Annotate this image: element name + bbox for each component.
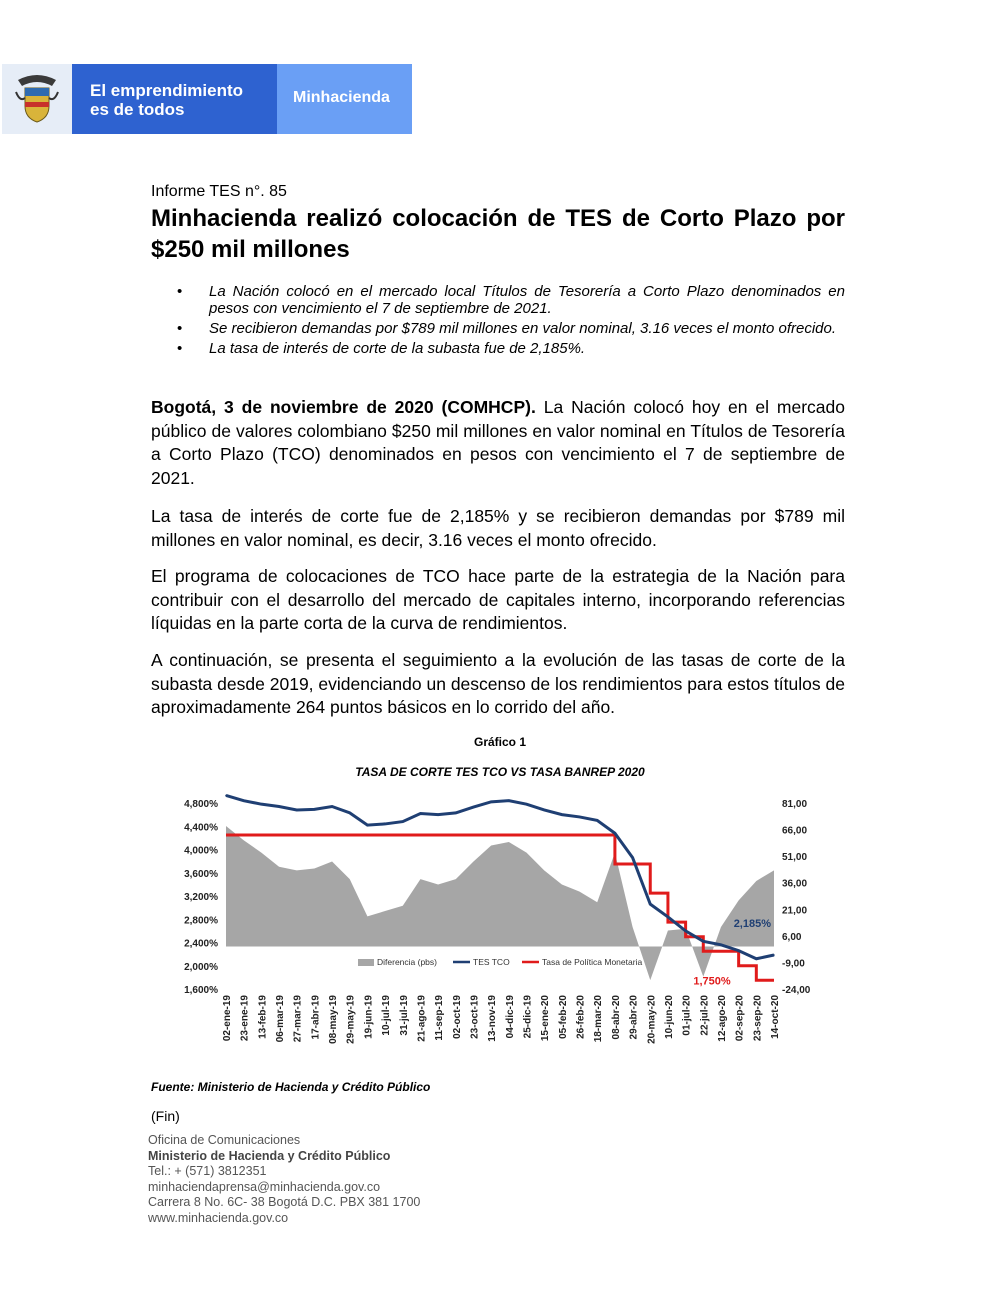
tagline (90, 81, 243, 119)
tes-tco-point (738, 950, 740, 952)
footer-contact (148, 1133, 420, 1226)
x-axis-tick: 17-abr-19 (310, 995, 322, 1040)
right-axis-tick: -9,00 (782, 958, 805, 970)
tes-tco-point (331, 806, 333, 808)
x-axis-tick: 21-ago-19 (416, 995, 428, 1042)
left-axis-tick: 4,000% (184, 845, 218, 857)
tes-tco-point (614, 832, 616, 834)
left-axis-tick: 3,600% (184, 868, 218, 880)
x-axis-tick: 20-may-20 (646, 995, 658, 1044)
right-axis-tick: 66,00 (782, 825, 808, 837)
policy-rate-annotation: 1,750% (693, 975, 731, 988)
left-axis-tick: 2,000% (184, 961, 218, 973)
tes-tco-point (278, 806, 280, 808)
dateline: Bogotá, 3 de noviembre de 2020 (COMHCP). (151, 397, 536, 417)
tes-tco-point (455, 812, 457, 814)
figure-source: Fuente: Ministerio de Hacienda y Crédito Público (151, 1080, 431, 1094)
tes-tco-point (420, 813, 422, 815)
tes-tco-point (261, 803, 263, 805)
x-axis-tick: 02-ene-19 (222, 995, 233, 1042)
tes-tco-point (720, 944, 722, 946)
tes-tco-point (685, 930, 687, 932)
tes-tco-point (367, 824, 369, 826)
x-axis-tick: 10-jun-20 (663, 995, 675, 1039)
x-axis-tick: 23-sep-20 (752, 995, 764, 1042)
summary-bullets (151, 283, 845, 360)
footer-phone: Tel.: + (571) 3812351 (148, 1164, 267, 1178)
left-axis-tick: 1,600% (184, 985, 218, 996)
right-axis-tick: 51,00 (782, 852, 808, 864)
tes-tco-point (349, 812, 351, 814)
x-axis-tick: 13-nov-19 (487, 995, 499, 1042)
x-axis-tick: 10-jul-19 (381, 995, 393, 1036)
tes-tco-point (561, 814, 563, 816)
legend-swatch-difference (358, 959, 374, 966)
x-axis-tick: 18-mar-20 (593, 995, 605, 1043)
paragraph-2: La tasa de interés de corte fue de 2,185% y se recibieron demandas por $789 mil millones en valor nominal, es decir, 3.16 veces el monto ofrecido. (151, 506, 845, 550)
x-axis-tick: 15-ene-20 (540, 995, 552, 1042)
footer-web: www.minhacienda.gov.co (148, 1210, 289, 1225)
tes-tco-point (632, 857, 634, 859)
x-axis-tick: 29-abr-20 (628, 995, 640, 1040)
x-axis-tick: 19-jun-19 (363, 995, 375, 1039)
left-axis-tick: 4,800% (184, 799, 218, 810)
legend-label-difference: Diferencia (pbs) (377, 957, 437, 967)
tagline-panel (72, 64, 277, 134)
x-axis-tick: 11-sep-19 (434, 995, 446, 1041)
brand-panel (277, 64, 412, 134)
right-axis-tick: 36,00 (782, 878, 808, 890)
rate-chart (150, 785, 830, 1060)
tes-tco-point (402, 821, 404, 823)
closing-mark: (Fin) (151, 1108, 180, 1124)
tes-tco-point (243, 800, 245, 802)
tes-tco-point (649, 903, 651, 905)
x-axis-tick: 02-sep-20 (734, 995, 746, 1042)
x-axis-tick: 25-dic-19 (522, 995, 534, 1039)
left-axis-tick: 4,400% (184, 822, 218, 834)
x-axis-tick: 08-abr-20 (610, 995, 622, 1040)
tagline-line-2: es de todos (90, 100, 185, 119)
tes-tco-point (437, 814, 439, 816)
tes-tco-point (756, 958, 758, 960)
footer-address: Carrera 8 No. 6C- 38 Bogotá D.C. PBX 381 1700 (148, 1195, 421, 1209)
x-axis-tick: 02-oct-19 (451, 995, 463, 1039)
tes-tco-point (473, 806, 475, 808)
x-axis-tick: 04-dic-19 (504, 995, 516, 1039)
bullet-item: • La Nación colocó en el mercado local Títulos de Tesorería a Corto Plazo denominados en pesos con vencimiento el 7 de septiembre de 2021. (151, 283, 845, 317)
crest-panel (2, 64, 72, 134)
paragraph-1-text: La Nación colocó hoy en el mercado público de valores colombiano $250 mil millones en valor nominal en Títulos de Tesorería a Corto Plazo (TCO) denominados en pesos con vencimiento el 7 de septiembre de 2021. (151, 397, 845, 488)
headline: Minhacienda realizó colocación de TES de Corto Plazo por $250 mil millones (151, 205, 845, 263)
x-axis-tick: 13-feb-19 (257, 995, 269, 1039)
report-number: Informe TES n°. 85 (151, 183, 287, 200)
x-axis-tick: 06-mar-19 (275, 995, 287, 1043)
tes-tco-annotation: 2,185% (733, 917, 771, 930)
tes-tco-point (314, 809, 316, 811)
coat-of-arms-icon (14, 72, 60, 126)
x-axis-tick: 01-jul-20 (681, 995, 693, 1036)
tagline-line-1: El emprendimiento (90, 81, 244, 100)
tes-tco-point (667, 916, 669, 918)
footer-ministry: Ministerio de Hacienda y Crédito Público (148, 1148, 391, 1163)
tes-tco-point (596, 820, 598, 822)
left-axis-tick: 2,400% (184, 938, 218, 950)
x-axis-tick: 22-jul-20 (699, 995, 711, 1036)
x-axis-tick: 14-oct-20 (770, 995, 781, 1039)
x-axis-tick: 08-may-19 (328, 995, 340, 1044)
paragraph-4: A continuación, se presenta el seguimiento a la evolución de las tasas de corte de la subasta desde 2019, evidenciando un descenso de los rendimientos para estos títulos de aproximadamente 264 puntos básicos en lo corrido del año. (151, 650, 845, 717)
tes-tco-point (773, 954, 775, 956)
legend-label-policy: Tasa de Política Monetaria (542, 957, 643, 967)
legend-label-tes: TES TCO (473, 957, 510, 967)
x-axis-tick: 23-oct-19 (469, 995, 481, 1039)
right-axis-tick: 6,00 (782, 931, 802, 943)
footer-email: minhaciendaprensa@minhacienda.gov.co (148, 1179, 381, 1194)
x-axis-tick: 23-ene-19 (239, 995, 251, 1042)
bullet-item: • Se recibieron demandas por $789 mil millones en valor nominal, 3.16 veces el monto ofrecido. (151, 320, 845, 337)
x-axis-tick: 27-mar-19 (292, 995, 304, 1043)
x-axis-tick: 05-feb-20 (557, 995, 569, 1039)
x-axis-tick: 12-ago-20 (716, 995, 728, 1042)
tes-tco-point (702, 941, 704, 943)
left-axis-tick: 2,800% (184, 915, 218, 927)
tes-tco-point (526, 803, 528, 805)
left-axis-tick: 3,200% (184, 892, 218, 903)
tes-tco-point (490, 801, 492, 803)
tes-tco-point (543, 809, 545, 811)
figure-title: TASA DE CORTE TES TCO VS TASA BANREP 2020 (355, 765, 645, 779)
right-axis-tick: 21,00 (782, 905, 808, 917)
figure-number: Gráfico 1 (473, 735, 527, 749)
tes-tco-point (225, 795, 227, 797)
paragraph-1 (151, 396, 845, 490)
tes-tco-point (296, 809, 298, 811)
tes-tco-point (579, 816, 581, 818)
x-axis-tick: 31-jul-19 (398, 995, 410, 1036)
bullet-item: • La tasa de interés de corte de la subasta fue de 2,185%. (151, 340, 845, 357)
paragraph-3: El programa de colocaciones de TCO hace parte de la estrategia de la Nación para contribuir con el desarrollo del mercado de capitales interno, incorporando referencias líquidas en la parte corta de la curva de rendimientos. (151, 566, 845, 633)
header-banner (2, 64, 412, 134)
footer-office: Oficina de Comunicaciones (148, 1133, 301, 1147)
brand-name: Minhacienda (293, 89, 390, 106)
right-axis-tick: -24,00 (782, 985, 811, 996)
tes-tco-point (508, 800, 510, 802)
x-axis-tick: 26-feb-20 (575, 995, 587, 1039)
right-axis-tick: 81,00 (782, 799, 808, 810)
x-axis-tick: 29-may-19 (345, 995, 357, 1044)
tes-tco-point (384, 823, 386, 825)
